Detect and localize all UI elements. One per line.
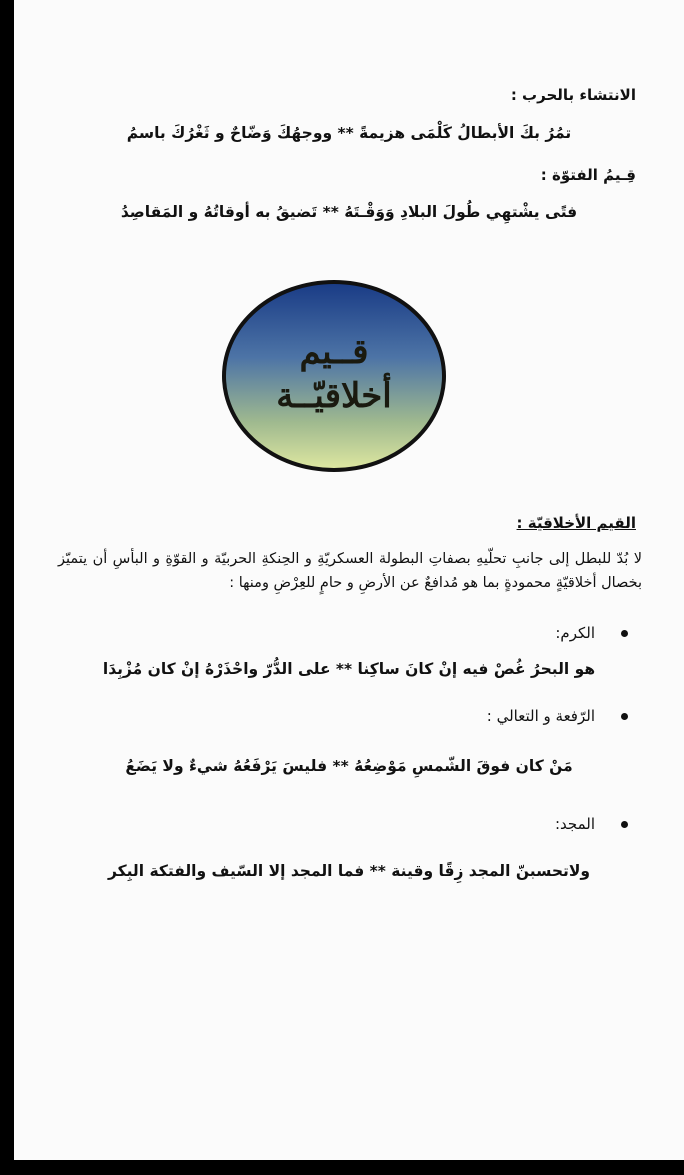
war-heading: الانتشاء بالحرب : [510,86,636,104]
glory-verse: ولاتحسبنّ المجد زِقًا وقينة ** فما المجد إلا السّيف والفتكة البِكر [107,862,591,880]
ethics-title-circle [222,280,446,472]
document-page [14,0,684,1160]
generosity-verse: هو البحرُ غُصْ فيه إنْ كانَ ساكِنا ** على الدُّرّ واحْذَرْهُ إنْ كان مُزْبِدَا [102,660,596,678]
list-item-label: الرّفعة و التعالي : [486,707,595,725]
youth-verse: فتًى يشْتهِي طُولَ البلادِ وَوَقْـتَهُ ** تَضيقُ به أوقاتُهُ و المَقاصِدُ [120,203,578,221]
youth-heading: قِـيمُ الفتوّة : [540,166,636,184]
list-item-generosity [555,624,628,642]
list-item-label: المجد: [554,815,595,833]
war-verse: تمُرُ بكَ الأبطالُ كَلْمَى هزيمةً ** ووجهُكَ وَضّاحٌ و ثَغْرُكَ باسمُ [126,124,572,142]
circle-title-line1: قــيم [299,332,369,372]
loftiness-verse: مَنْ كان فوقَ الشّمسِ مَوْضِعُهُ ** فليسَ يَرْفَعُهُ شيءٌ ولا يَضَعُ [125,757,573,775]
ethics-intro: لا بُدّ للبطل إلى جانبِ تحلّيهِ بصفاتِ البطولة العسكريّةِ و الحِنكةِ الحربيّة و القوّةِ و البأسِ أن يتميّز بخصال أخلاقيّةٍ محمودةٍ بما هو مُدافعٌ عن الأرضِ و حامٍ للعِرْضِ ومنها : [58,551,642,591]
bullet-icon [621,821,628,828]
list-item-glory [555,815,628,833]
ethics-heading: القيم الأخلاقيّة : [516,514,636,532]
bullet-icon [621,713,628,720]
list-item-loftiness [487,707,628,725]
list-item-label: الكرم: [555,624,595,642]
circle-title-line2: أخلاقيّــة [276,376,392,416]
bullet-icon [621,630,628,637]
